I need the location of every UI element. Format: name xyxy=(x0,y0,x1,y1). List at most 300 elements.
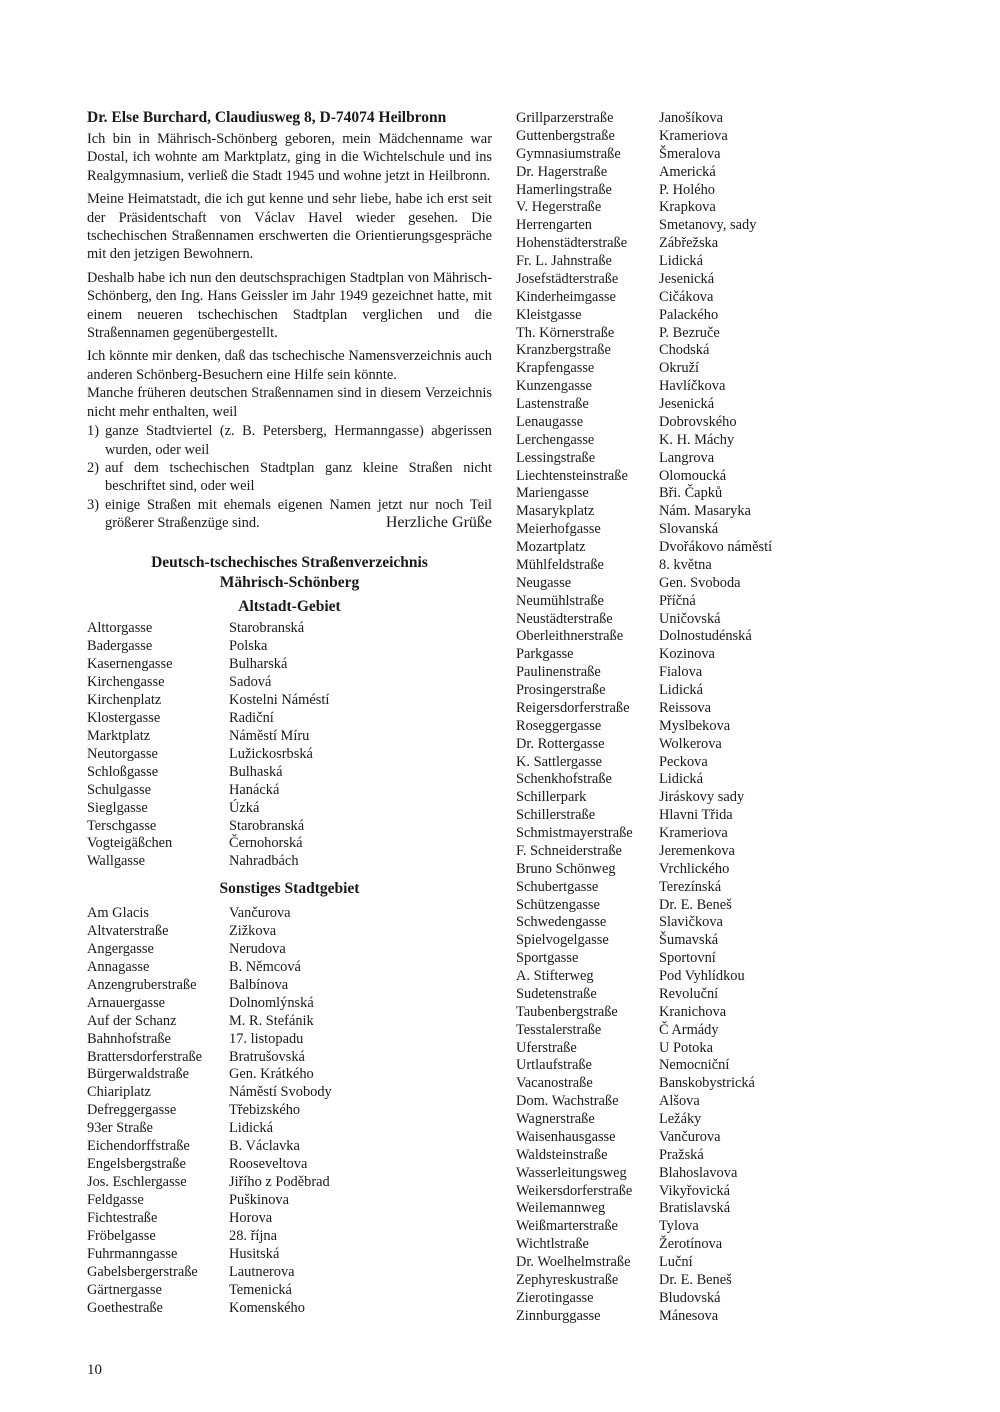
german-street-name: Eichendorffstraße xyxy=(87,1138,190,1155)
street-row xyxy=(87,800,492,818)
street-row xyxy=(516,289,796,307)
german-street-name: Lessingstraße xyxy=(516,449,596,466)
czech-street-name: Bratislavská xyxy=(659,1200,731,1217)
street-row xyxy=(516,360,796,378)
czech-street-name: Dolnomlýnská xyxy=(229,994,314,1011)
street-row xyxy=(516,557,796,575)
czech-street-name: M. R. Stefánik xyxy=(229,1012,314,1029)
letter-paragraph-2: Meine Heimatstadt, die ich gut kenne und sehr liebe, habe ich erst seit der Präsidentschaft von Václav Havel wieder gesehen. Die tschechischen Straßennamen erschwerten die Orientierungsgespräche mit den jetzigen Bewohnern. xyxy=(87,191,492,263)
street-row xyxy=(516,789,796,807)
german-street-name: Taubenbergstraße xyxy=(516,1003,618,1020)
street-row xyxy=(516,146,796,164)
street-row xyxy=(516,1040,796,1058)
german-street-name: Zinnburggasse xyxy=(516,1307,601,1324)
letter-heading: Dr. Else Burchard, Claudiusweg 8, D-74074 Heilbronn xyxy=(87,109,447,126)
reason-item xyxy=(87,422,492,459)
german-street-name: Kranzbergstraße xyxy=(516,342,611,359)
german-street-name: Weilemannweg xyxy=(516,1200,606,1217)
street-list-sonstiges-left xyxy=(87,905,492,1318)
street-row xyxy=(87,674,492,692)
german-street-name: Schenkhofstraße xyxy=(516,771,612,788)
german-street-name: Dr. Hagerstraße xyxy=(516,163,608,180)
czech-street-name: Příčná xyxy=(659,592,696,609)
czech-street-name: Jesenická xyxy=(659,270,715,287)
street-row xyxy=(516,843,796,861)
street-row xyxy=(516,646,796,664)
german-street-name: Anzengruberstraße xyxy=(87,976,197,993)
street-row xyxy=(516,414,796,432)
street-row xyxy=(516,914,796,932)
german-street-name: Altvaterstraße xyxy=(87,922,169,939)
street-row xyxy=(516,432,796,450)
german-street-name: Gabelsbergerstraße xyxy=(87,1263,198,1280)
czech-street-name: Nerudova xyxy=(229,940,286,957)
letter-paragraph-3: Deshalb habe ich nun den deutschsprachigen Stadtplan von Mährisch-Schönberg, den Ing. Hans Geissler im Jahr 1949 gezeichnet hatte, mit einem neueren tschechischen Stadtplan verglichen und die Straßennamen gegenübergestellt. xyxy=(87,269,492,342)
czech-street-name: Okruží xyxy=(659,360,699,377)
czech-street-name: Lidická xyxy=(229,1120,273,1137)
german-street-name: Grillparzerstraße xyxy=(516,110,614,126)
street-row xyxy=(87,1102,492,1120)
german-street-name: Angergasse xyxy=(87,940,154,957)
german-street-name: Fr. L. Jahnstraße xyxy=(516,253,612,269)
german-street-name: A. Stifterweg xyxy=(516,968,594,984)
german-street-name: Schwedengasse xyxy=(516,914,607,931)
street-row xyxy=(87,782,492,800)
german-street-name: Kinderheimgasse xyxy=(516,288,616,305)
german-street-name: Th. Körnerstraße xyxy=(516,324,615,341)
czech-street-name: Jesenická xyxy=(659,396,715,412)
czech-street-name: Reissova xyxy=(659,699,711,716)
street-row xyxy=(87,1282,492,1300)
czech-street-name: Dr. E. Beneš xyxy=(659,1271,732,1288)
german-street-name: Weißmarterstraße xyxy=(516,1218,618,1235)
street-row xyxy=(516,986,796,1004)
czech-street-name: 17. listopadu xyxy=(229,1030,304,1047)
german-street-name: Weikersdorferstraße xyxy=(516,1182,633,1199)
czech-street-name: Lautnerova xyxy=(229,1263,295,1280)
german-street-name: Am Glacis xyxy=(87,904,149,921)
street-row xyxy=(516,164,796,182)
right-column xyxy=(516,110,796,1326)
section-title-altstadt: Altstadt-Gebiet xyxy=(238,597,341,615)
street-row xyxy=(516,771,796,789)
czech-street-name: Fialova xyxy=(659,664,703,681)
german-street-name: Kasernengasse xyxy=(87,655,173,672)
german-street-name: Kirchenplatz xyxy=(87,691,162,708)
czech-street-name: Hlavni Třida xyxy=(659,807,733,824)
street-row xyxy=(516,1004,796,1022)
street-row xyxy=(87,620,492,638)
czech-street-name: Bratrušovská xyxy=(229,1048,305,1065)
czech-street-name: Starobranská xyxy=(229,817,305,834)
german-street-name: Sportgasse xyxy=(516,950,579,967)
street-row xyxy=(87,746,492,764)
german-street-name: Kunzengasse xyxy=(516,378,592,395)
german-street-name: F. Schneiderstraße xyxy=(516,842,622,859)
street-row xyxy=(87,728,492,746)
czech-street-name: Cičákova xyxy=(659,288,714,305)
directory-subtitle: Mährisch-Schönberg xyxy=(219,574,360,592)
czech-street-name: Náměstí Svobody xyxy=(229,1084,332,1101)
german-street-name: Oberleithnerstraße xyxy=(516,628,624,645)
czech-street-name: Slovanská xyxy=(659,521,719,538)
czech-street-name: Peckova xyxy=(659,753,708,770)
street-row xyxy=(516,700,796,718)
czech-street-name: Alšova xyxy=(659,1093,700,1110)
german-street-name: Wagnerstraße xyxy=(516,1111,595,1127)
czech-street-name: Šmeralova xyxy=(659,145,721,162)
german-street-name: Tesstalerstraße xyxy=(516,1021,602,1038)
czech-street-name: Mánesova xyxy=(659,1307,719,1324)
german-street-name: Defreggergasse xyxy=(87,1102,177,1119)
german-street-name: Schillerstraße xyxy=(516,807,596,824)
german-street-name: Marktplatz xyxy=(87,727,151,744)
czech-street-name: Ležáky xyxy=(659,1111,702,1127)
czech-street-name: Polska xyxy=(229,637,268,654)
czech-street-name: Americká xyxy=(659,163,716,180)
street-row xyxy=(516,1308,796,1326)
street-row xyxy=(516,182,796,200)
street-row xyxy=(516,235,796,253)
german-street-name: Schloßgasse xyxy=(87,763,159,780)
street-row xyxy=(516,1022,796,1040)
german-street-name: Vacanostraße xyxy=(516,1075,593,1092)
german-street-name: Lenaugasse xyxy=(516,413,584,430)
german-street-name: Auf der Schanz xyxy=(87,1012,177,1029)
czech-street-name: Úzká xyxy=(229,799,260,816)
czech-street-name: Nám. Masaryka xyxy=(659,503,751,520)
german-street-name: Alttorgasse xyxy=(87,620,153,637)
street-row xyxy=(87,1031,492,1049)
czech-street-name: Kozinova xyxy=(659,646,715,663)
street-list-sonstiges-right xyxy=(516,110,796,1326)
street-row xyxy=(516,396,796,414)
german-street-name: Wichtlstraße xyxy=(516,1236,589,1253)
street-row xyxy=(516,450,796,468)
czech-street-name: Gen. Krátkého xyxy=(229,1066,314,1083)
czech-street-name: Lidická xyxy=(659,253,703,269)
czech-street-name: Janošíkova xyxy=(659,110,723,126)
czech-street-name: Sadová xyxy=(229,673,272,690)
german-street-name: Kleistgasse xyxy=(516,306,582,323)
czech-street-name: Hanácká xyxy=(229,781,280,798)
street-row xyxy=(87,1084,492,1102)
czech-street-name: K. H. Máchy xyxy=(659,431,735,448)
czech-street-name: U Potoka xyxy=(659,1039,713,1056)
german-street-name: Dr. Woelhelmstraße xyxy=(516,1254,631,1270)
street-row xyxy=(516,1093,796,1111)
german-street-name: Annagasse xyxy=(87,958,150,975)
street-row xyxy=(516,1129,796,1147)
czech-street-name: Sportovní xyxy=(659,950,716,967)
german-street-name: Guttenbergstraße xyxy=(516,127,615,144)
reason-number: 3) xyxy=(87,496,99,513)
czech-street-name: Chodská xyxy=(659,342,710,359)
german-street-name: Waldsteinstraße xyxy=(516,1146,608,1163)
czech-street-name: Starobranská xyxy=(229,620,305,637)
street-row xyxy=(87,1156,492,1174)
german-street-name: Dr. Rottergasse xyxy=(516,735,605,752)
street-row xyxy=(516,932,796,950)
german-street-name: Wasserleitungsweg xyxy=(516,1164,627,1181)
german-street-name: Neumühlstraße xyxy=(516,592,604,609)
street-row xyxy=(516,628,796,646)
german-street-name: Kirchengasse xyxy=(87,673,165,690)
czech-street-name: Horova xyxy=(229,1210,273,1227)
czech-street-name: Langrova xyxy=(659,449,715,466)
czech-street-name: Myslbekova xyxy=(659,717,731,734)
czech-street-name: Vančurova xyxy=(659,1128,721,1145)
letter-paragraph-1: Ich bin in Mährisch-Schönberg geboren, mein Mädchenname war Dostal, ich wohnte am Marktplatz, ging in die Wichtelschule und ins Realgymnasium, verließ die Stadt 1945 und wohne jetzt in Heilbronn. xyxy=(87,131,492,184)
czech-street-name: Lidická xyxy=(659,682,703,698)
german-street-name: Schulgasse xyxy=(87,781,151,798)
czech-street-name: Tylova xyxy=(659,1218,699,1235)
german-street-name: Roseggergasse xyxy=(516,717,602,734)
street-row xyxy=(87,638,492,656)
german-street-name: Urtlaufstraße xyxy=(516,1057,592,1074)
czech-street-name: Balbínova xyxy=(229,976,289,993)
street-row xyxy=(516,682,796,700)
czech-street-name: Č Armády xyxy=(659,1021,719,1038)
german-street-name: Neustädterstraße xyxy=(516,610,613,627)
german-street-name: Feldgasse xyxy=(87,1192,144,1209)
german-street-name: Zierotingasse xyxy=(516,1289,594,1306)
german-street-name: Bürgerwaldstraße xyxy=(87,1066,190,1083)
german-street-name: K. Sattlergasse xyxy=(516,753,603,770)
street-row xyxy=(516,1254,796,1272)
czech-street-name: Lidická xyxy=(659,771,703,788)
german-street-name: Gymnasiumstraße xyxy=(516,145,621,162)
german-street-name: Hohenstädterstraße xyxy=(516,235,628,252)
reason-text: einige Straßen mit ehemals eigenen Namen jetzt nur noch Teil größerer Straßenzüge sind. xyxy=(105,496,492,532)
reason-text: ganze Stadtviertel (z. B. Petersberg, Hermanngasse) abgerissen wurden, oder weil xyxy=(105,423,492,458)
czech-street-name: 8. května xyxy=(659,556,712,573)
german-street-name: Schmistmayerstraße xyxy=(516,825,633,841)
street-row xyxy=(516,253,796,271)
czech-street-name: Jeremenkova xyxy=(659,842,735,859)
street-row xyxy=(516,521,796,539)
directory-title: Deutsch-tschechisches Straßenverzeichnis xyxy=(151,553,428,571)
street-row xyxy=(516,1147,796,1165)
czech-street-name: Dvořákovo náměstí xyxy=(659,539,773,555)
german-street-name: Spielvogelgasse xyxy=(516,932,609,949)
czech-street-name: Vikyřovická xyxy=(659,1182,731,1199)
street-row xyxy=(516,718,796,736)
german-street-name: Prosingerstraße xyxy=(516,682,606,698)
german-street-name: Sieglgasse xyxy=(87,799,148,816)
german-street-name: Lastenstraße xyxy=(516,396,589,412)
street-row xyxy=(87,905,492,923)
german-street-name: Badergasse xyxy=(87,637,153,654)
czech-street-name: Vrchlického xyxy=(659,860,730,877)
czech-street-name: Luční xyxy=(659,1254,693,1270)
german-street-name: Terschgasse xyxy=(87,817,157,834)
street-row xyxy=(516,325,796,343)
german-street-name: Neutorgasse xyxy=(87,745,158,762)
czech-street-name: Rooseveltova xyxy=(229,1156,308,1173)
street-row xyxy=(87,710,492,728)
street-row xyxy=(87,1066,492,1084)
german-street-name: Schillerpark xyxy=(516,789,587,806)
czech-street-name: Slavičkova xyxy=(659,914,723,931)
german-street-name: Mariengasse xyxy=(516,485,589,502)
czech-street-name: Terezínská xyxy=(659,878,722,895)
street-row xyxy=(87,1264,492,1282)
street-row xyxy=(87,1120,492,1138)
czech-street-name: P. Bezruče xyxy=(659,324,720,341)
czech-street-name: Havlíčkova xyxy=(659,378,726,395)
street-row xyxy=(87,656,492,674)
czech-street-name: Dr. E. Beneš xyxy=(659,896,732,913)
letter-paragraph-4: Ich könnte mir denken, daß das tschechische Namensverzeichnis auch anderen Schönberg-Besuchern eine Hilfe sein könnte. xyxy=(87,348,492,383)
czech-street-name: Pod Vyhlídkou xyxy=(659,968,745,984)
czech-street-name: Dobrovského xyxy=(659,413,737,430)
street-row xyxy=(87,692,492,710)
czech-street-name: Bři. Čapků xyxy=(659,485,723,502)
czech-street-name: Palackého xyxy=(659,306,719,323)
street-row xyxy=(87,1049,492,1067)
street-row xyxy=(516,1290,796,1308)
street-row xyxy=(87,1174,492,1192)
german-street-name: Hamerlingstraße xyxy=(516,181,612,198)
street-row xyxy=(516,1200,796,1218)
german-street-name: Neugasse xyxy=(516,574,572,591)
reason-number: 2) xyxy=(87,459,99,476)
german-street-name: Gärtnergasse xyxy=(87,1281,162,1298)
german-street-name: Paulinenstraße xyxy=(516,664,601,681)
czech-street-name: 28. října xyxy=(229,1228,277,1245)
czech-street-name: B. Václavka xyxy=(229,1138,300,1155)
german-street-name: Bahnhofstraße xyxy=(87,1030,171,1047)
czech-street-name: Žerotínova xyxy=(659,1236,723,1253)
street-row xyxy=(516,1165,796,1183)
german-street-name: Schützengasse xyxy=(516,896,600,913)
german-street-name: Fuhrmanngasse xyxy=(87,1245,178,1262)
street-row xyxy=(516,1075,796,1093)
street-row xyxy=(87,959,492,977)
german-street-name: Uferstraße xyxy=(516,1039,577,1056)
german-street-name: Mozartplatz xyxy=(516,539,586,555)
street-row xyxy=(516,468,796,486)
street-row xyxy=(87,818,492,836)
czech-street-name: Náměstí Míru xyxy=(229,727,310,744)
czech-street-name: Bludovská xyxy=(659,1289,721,1306)
street-row xyxy=(87,1300,492,1318)
czech-street-name: Jiřího z Poděbrad xyxy=(229,1174,330,1191)
czech-street-name: Blahoslavova xyxy=(659,1164,738,1181)
street-list-altstadt xyxy=(87,620,492,871)
czech-street-name: Pražská xyxy=(659,1146,704,1163)
german-street-name: Sudetenstraße xyxy=(516,985,597,1002)
czech-street-name: Bulhaská xyxy=(229,763,283,780)
page-number: 10 xyxy=(87,1362,102,1378)
street-row xyxy=(87,1138,492,1156)
german-street-name: Dom. Wachstraße xyxy=(516,1093,619,1110)
reason-number: 1) xyxy=(87,423,99,440)
czech-street-name: Dolnostudénská xyxy=(659,628,752,645)
street-row xyxy=(516,342,796,360)
street-row xyxy=(87,1013,492,1031)
czech-street-name: Černohorská xyxy=(229,835,303,852)
street-row xyxy=(87,853,492,871)
letter-greeting: Herzliche Grüße xyxy=(385,514,492,532)
street-row xyxy=(516,485,796,503)
czech-street-name: Nemocniční xyxy=(659,1057,730,1074)
street-row xyxy=(516,1111,796,1129)
czech-street-name: Vančurova xyxy=(229,904,291,921)
street-row xyxy=(87,1210,492,1228)
german-street-name: Fichtestraße xyxy=(87,1210,158,1227)
czech-street-name: Lužickosrbská xyxy=(229,745,313,762)
czech-street-name: Smetanovy, sady xyxy=(659,217,757,234)
german-street-name: Masarykplatz xyxy=(516,503,595,520)
czech-street-name: Komenského xyxy=(229,1299,305,1316)
czech-street-name: Šumavská xyxy=(659,932,719,949)
german-street-name: Engelsbergstraße xyxy=(87,1156,186,1173)
street-row xyxy=(516,897,796,915)
street-row xyxy=(516,807,796,825)
german-street-name: Fröbelgasse xyxy=(87,1228,156,1245)
street-row xyxy=(516,1236,796,1254)
street-row xyxy=(516,271,796,289)
german-street-name: Josefstädterstraße xyxy=(516,270,619,287)
german-street-name: Vogteigäßchen xyxy=(87,835,173,852)
czech-street-name: Radiční xyxy=(229,709,274,726)
street-row xyxy=(87,835,492,853)
german-street-name: Liechtensteinstraße xyxy=(516,467,628,484)
german-street-name: Schubertgasse xyxy=(516,878,599,895)
czech-street-name: Banskobystrická xyxy=(659,1075,755,1092)
street-row xyxy=(516,1218,796,1236)
german-street-name: Herrengarten xyxy=(516,217,592,234)
german-street-name: Krapfengasse xyxy=(516,360,595,377)
german-street-name: 93er Straße xyxy=(87,1120,153,1137)
letter-paragraph-5: Manche früheren deutschen Straßennamen sind in diesem Verzeichnis nicht mehr enthalten, weil xyxy=(87,385,492,420)
german-street-name: Goethestraße xyxy=(87,1299,163,1316)
street-row xyxy=(516,1057,796,1075)
czech-street-name: Třebizského xyxy=(229,1102,301,1119)
street-row xyxy=(516,968,796,986)
czech-street-name: Zábřežska xyxy=(659,235,719,252)
czech-street-name: Kostelni Náméstí xyxy=(229,691,330,708)
street-row xyxy=(516,593,796,611)
street-row xyxy=(516,1183,796,1201)
street-row xyxy=(516,539,796,557)
german-street-name: V. Hegerstraße xyxy=(516,199,602,216)
street-row xyxy=(516,861,796,879)
street-row xyxy=(516,307,796,325)
street-row xyxy=(516,575,796,593)
czech-street-name: Wolkerova xyxy=(659,735,722,752)
czech-street-name: Kranichova xyxy=(659,1003,727,1020)
street-row xyxy=(516,217,796,235)
czech-street-name: P. Holého xyxy=(659,181,715,198)
section-title-sonstiges: Sonstiges Stadtgebiet xyxy=(219,880,360,898)
german-street-name: Klostergasse xyxy=(87,709,161,726)
street-row xyxy=(516,1272,796,1290)
czech-street-name: Krameriova xyxy=(659,127,728,144)
street-row xyxy=(516,879,796,897)
street-row xyxy=(87,1192,492,1210)
street-row xyxy=(516,378,796,396)
czech-street-name: Nahradbách xyxy=(229,853,299,870)
german-street-name: Arnauergasse xyxy=(87,994,166,1011)
german-street-name: Meierhofgasse xyxy=(516,521,601,538)
street-row xyxy=(87,995,492,1013)
street-row xyxy=(516,128,796,146)
german-street-name: Lerchengasse xyxy=(516,431,595,448)
reason-text: auf dem tschechischen Stadtplan ganz kleine Straßen nicht beschriftet sind, oder weil xyxy=(105,459,492,495)
